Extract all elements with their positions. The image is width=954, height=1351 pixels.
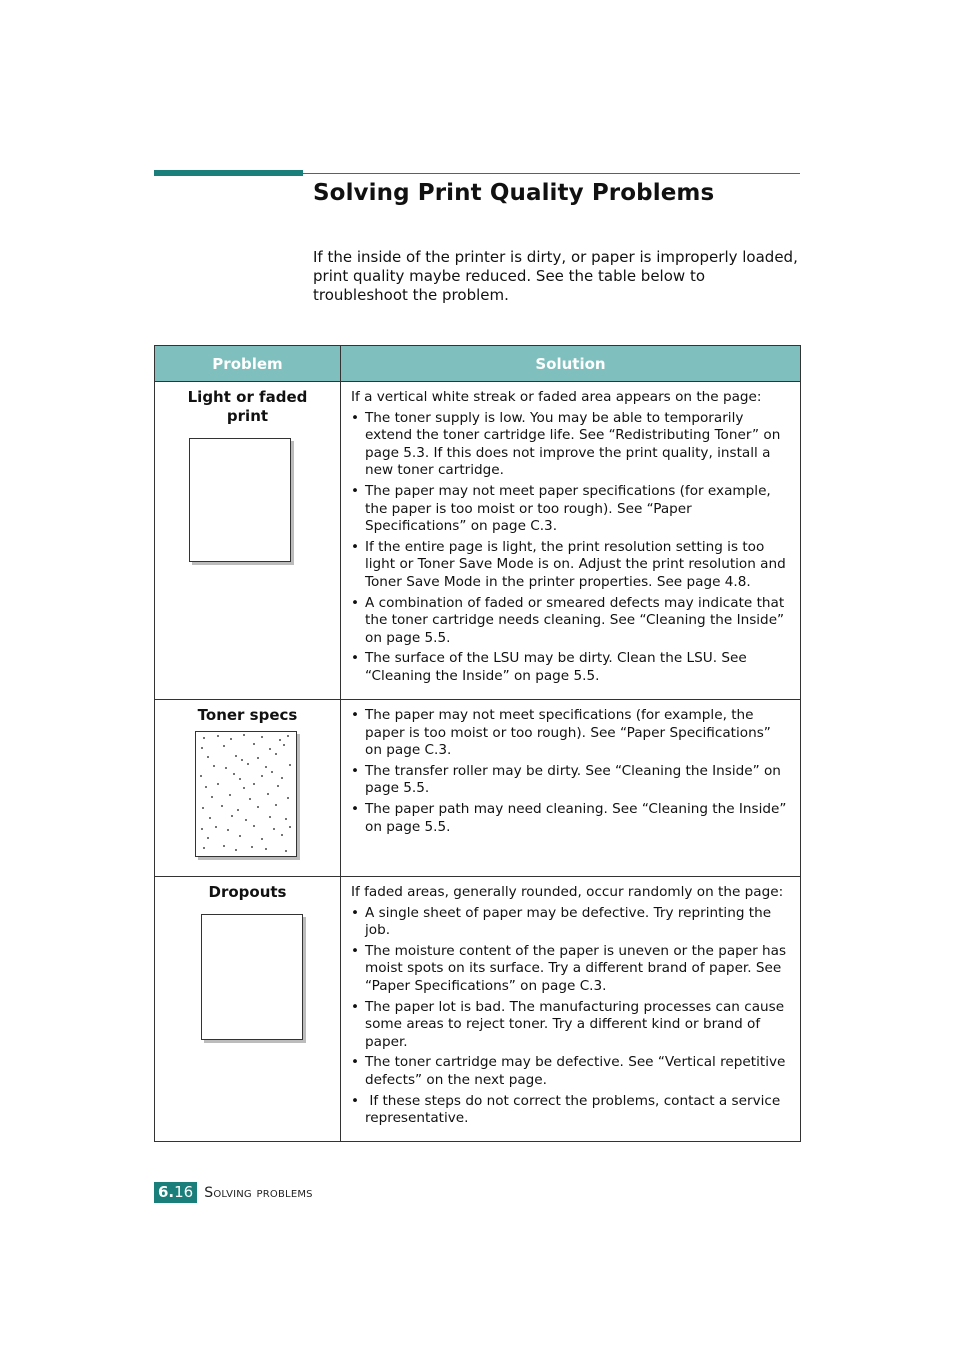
- solution-list: [351, 410, 790, 686]
- list-item: • A single sheet of paper may be defective. Try reprinting the job.: [351, 904, 772, 939]
- solution-list: [351, 707, 790, 836]
- list-item: • The moisture content of the paper is uneven or the paper has moist spots on its surface. Try a different brand of paper. See “Paper Specifications” on page C.3.: [351, 942, 787, 994]
- table-row: [155, 382, 801, 700]
- bullet-icon: •: [351, 409, 360, 426]
- page-number: 6.16: [154, 1182, 197, 1203]
- intro-paragraph: If the inside of the printer is dirty, or paper is improperly loaded, print quality maybe reduced. See the table below to troubleshoot the problem.: [313, 248, 798, 304]
- list-item: • The toner cartridge may be defective. See “Vertical repetitive defects” on the next page.: [351, 1054, 786, 1088]
- bullet-icon: •: [351, 1092, 360, 1109]
- section-name: Solving problems: [204, 1184, 313, 1201]
- page-footer: [154, 1182, 313, 1203]
- bullet-icon: •: [351, 904, 360, 921]
- problem-label: Toner specs: [197, 706, 298, 724]
- table-row: [155, 877, 801, 1142]
- problem-solution-table: [154, 345, 801, 1142]
- toner-specks-pattern: [196, 732, 296, 856]
- list-item: • The paper lot is bad. The manufacturing processes can cause some areas to reject toner. Try a different kind or brand of paper.: [351, 998, 785, 1050]
- solution-cell: [341, 382, 801, 700]
- list-item: • The surface of the LSU may be dirty. Clean the LSU. See “Cleaning the Inside” on page 5.5.: [351, 650, 747, 684]
- list-item: • If the entire page is light, the print resolution setting is too light or Toner Save Mode is on. Adjust the print resolution and Toner Save Mode in the printer properties. See page 4.8.: [351, 538, 786, 590]
- solution-cell: [341, 700, 801, 877]
- bullet-icon: •: [351, 594, 360, 611]
- table-row: [155, 700, 801, 877]
- list-item: • If these steps do not correct the problems, contact a service representative.: [351, 1092, 785, 1127]
- dropouts-sample-icon: [201, 914, 303, 1040]
- solution-cell: [341, 877, 801, 1142]
- bullet-icon: •: [351, 707, 360, 723]
- toner-specs-sample-icon: [195, 731, 297, 857]
- solution-lead: If a vertical white streak or faded area appears on the page:: [351, 389, 762, 405]
- bullet-icon: •: [351, 538, 360, 555]
- bullet-icon: •: [351, 650, 360, 667]
- light-print-sample-icon: [189, 438, 291, 562]
- list-item: • The transfer roller may be dirty. See “Cleaning the Inside” on page 5.5.: [351, 762, 781, 797]
- problem-cell: [155, 877, 341, 1142]
- title-rule-thin: [303, 173, 800, 174]
- bullet-icon: •: [351, 800, 360, 817]
- bullet-icon: •: [351, 1054, 360, 1071]
- bullet-icon: •: [351, 482, 360, 499]
- problem-cell: [155, 382, 341, 700]
- list-item: • The paper may not meet paper specifications (for example, the paper is too moist or too rough). See “Paper Specifications” on page C.3.: [351, 482, 771, 535]
- page-title: Solving Print Quality Problems: [313, 180, 715, 206]
- list-item: • The paper may not meet specifications (for example, the paper is too moist or too rough). See “Paper Specifications” on page C.3.: [351, 707, 771, 759]
- title-rule-thick: [154, 170, 303, 176]
- header-solution: Solution: [341, 346, 801, 382]
- problem-label: Dropouts: [208, 883, 287, 901]
- list-item: • The toner supply is low. You may be able to temporarily extend the toner cartridge life. See “Redistributing Toner” on page 5.3. If this does not improve the print quality, install a new toner cartridge.: [351, 409, 781, 479]
- solution-list: [351, 905, 790, 1128]
- bullet-icon: •: [351, 762, 360, 779]
- bullet-icon: •: [351, 942, 360, 959]
- list-item: • A combination of faded or smeared defects may indicate that the toner cartridge needs cleaning. See “Cleaning the Inside” on page 5.5.: [351, 594, 785, 646]
- solution-lead: If faded areas, generally rounded, occur randomly on the page:: [351, 884, 784, 900]
- bullet-icon: •: [351, 998, 360, 1015]
- list-item: • The paper path may need cleaning. See “Cleaning the Inside” on page 5.5.: [351, 800, 787, 835]
- problem-cell: [155, 700, 341, 877]
- header-problem: Problem: [155, 346, 341, 382]
- problem-label: Light or faded print: [187, 388, 308, 425]
